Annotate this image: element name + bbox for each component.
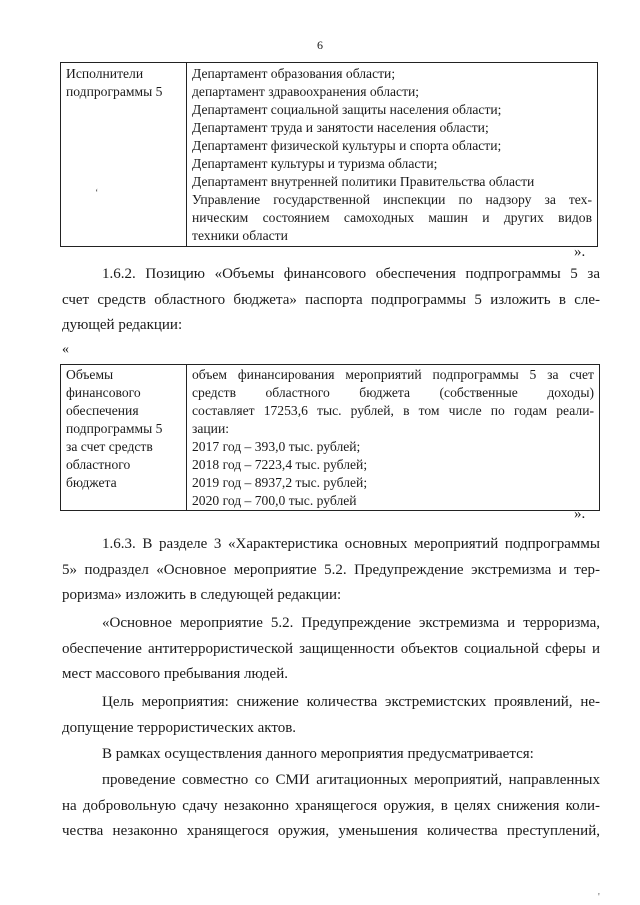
value-line: Департамент культуры и туризма области;: [192, 156, 438, 171]
value-line: Департамент физической культуры и спорта области;: [192, 138, 502, 153]
funding-table: [60, 364, 600, 511]
paragraph-goal: [62, 690, 600, 741]
text-line: допущение террористических актов.: [62, 719, 297, 736]
closing-quote-2: ».: [574, 506, 586, 522]
table-label-cell: [61, 63, 187, 247]
value-line: объем финансирования мероприятий подпрограммы 5 за счет: [192, 367, 594, 382]
text-line: 1.6.2. Позицию «Объемы финансового обеспечения подпрограммы 5 за: [102, 266, 600, 282]
value-line: составляет 17253,6 тыс. рублей, в том числе по годам реали-: [192, 403, 594, 418]
paragraph-media: [62, 768, 600, 845]
value-line: 2019 год – 8937,2 тыс. рублей;: [192, 475, 368, 490]
text-line: обеспечение антитеррористической защищенности объектов социальной сферы и: [62, 640, 600, 657]
text-line: проведение совместно со СМИ агитационных мероприятий, направленных: [102, 772, 600, 788]
page-number: 6: [317, 38, 323, 52]
value-line: средств областного бюджета (собственные доходы): [192, 385, 594, 400]
label-line: подпрограммы 5: [66, 421, 163, 436]
value-line: Департамент труда и занятости населения области;: [192, 120, 489, 135]
table-row: [61, 63, 598, 247]
table-value-cell: [187, 63, 598, 247]
text-line: Цель мероприятия: снижение количества экстремистских проявлений, не-: [102, 694, 600, 710]
value-line: зации:: [192, 421, 230, 436]
text-line: роризма» изложить в следующей редакции:: [62, 587, 342, 603]
table-value-cell: [187, 365, 600, 511]
value-line: Управление государственной инспекции по надзору за тех-: [192, 192, 592, 207]
value-line: 2018 год – 7223,4 тыс. рублей;: [192, 457, 368, 472]
open-quote: «: [62, 342, 69, 357]
text-line: чества незаконно хранящегося оружия, уменьшения количества преступлений,: [62, 823, 600, 839]
closing-quote-1: ».: [574, 244, 586, 260]
text-line: 1.6.3. В разделе 3 «Характеристика основных мероприятий подпрограммы: [102, 536, 600, 552]
value-line: Департамент социальной защиты населения области;: [192, 102, 502, 117]
label-line: областного: [66, 457, 131, 472]
value-line: 2017 год – 393,0 тыс. рублей;: [192, 439, 361, 454]
text-line: счет средств областного бюджета» паспорта подпрограммы 5 изложить в сле-: [62, 291, 600, 308]
label-line: Объемы: [66, 367, 114, 382]
paragraph-1-6-3: [62, 532, 600, 609]
table-row: [61, 365, 600, 511]
text-line: 5» подраздел «Основное мероприятие 5.2. Предупреждение экстремизма и тер-: [62, 561, 600, 578]
value-line: департамент здравоохранения области;: [192, 84, 420, 99]
label-line: подпрограммы 5: [66, 84, 163, 99]
text-line: дующей редакции:: [62, 317, 183, 333]
text-line: «Основное мероприятие 5.2. Предупреждение экстремизма и терроризма,: [102, 615, 600, 631]
value-line: Департамент образования области;: [192, 66, 396, 81]
text-line: В рамках осуществления данного мероприятия предусматривается:: [102, 746, 534, 762]
value-line: 2020 год – 700,0 тыс. рублей: [192, 493, 357, 508]
label-line: за счет средств: [66, 439, 153, 454]
paragraph-scope: [62, 742, 600, 768]
paragraph-main-event: [62, 611, 600, 688]
label-line: бюджета: [66, 475, 117, 490]
paragraph-1-6-2: [62, 262, 600, 339]
value-line: Департамент внутренней политики Правительства области: [192, 174, 535, 189]
stray-mark: ': [598, 892, 600, 903]
label-line: финансового: [66, 385, 141, 400]
text-line: мест массового пребывания людей.: [62, 666, 288, 682]
executors-table: [60, 62, 598, 247]
value-line: техники области: [192, 228, 288, 243]
label-line: Исполнители: [66, 66, 144, 81]
table-label-cell: [61, 365, 187, 511]
value-line: ническим состоянием самоходных машин и других видов: [192, 210, 592, 225]
stray-mark: ‘: [95, 188, 99, 199]
label-line: обеспечения: [66, 403, 139, 418]
text-line: на добровольную сдачу незаконно хранящегося оружия, в целях снижения коли-: [62, 797, 600, 814]
